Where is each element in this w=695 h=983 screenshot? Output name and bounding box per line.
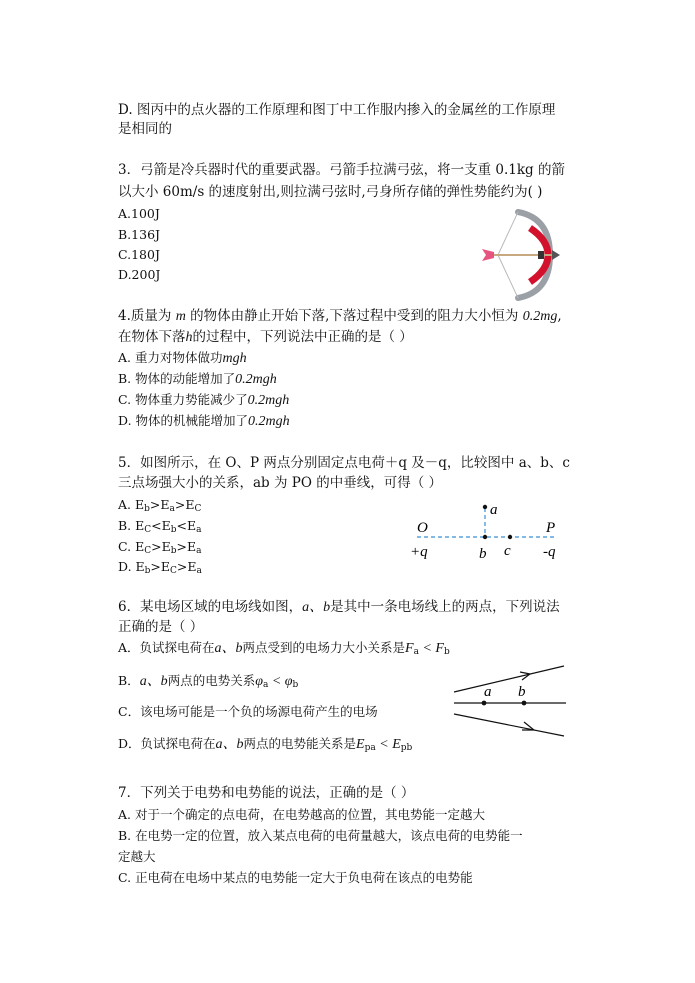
q6-a-text1: A．负试探电荷在 xyxy=(118,640,215,655)
q6-option-a xyxy=(118,639,450,661)
q4-option-d xyxy=(118,412,290,431)
q6-a-ab: a、b xyxy=(214,641,243,656)
q6-stem-line1 xyxy=(118,598,560,617)
q6-a-sub1: a xyxy=(413,647,419,657)
q3-option-d: D.200J xyxy=(118,267,161,282)
q6-stem-part1: 6．某电场区域的电场线如图， xyxy=(118,599,303,615)
q5-label-b: b xyxy=(479,546,487,562)
q5-c-s2: b xyxy=(170,546,177,556)
q6-stem-line2: 正确的是（ ） xyxy=(118,619,204,635)
q5-a-s3: C xyxy=(194,504,202,514)
q5-b-s2: b xyxy=(170,525,177,535)
q5-d-s2: C xyxy=(170,566,177,576)
q7-option-c: C. 正电荷在电场中某点的电势能一定大于负电荷在该点的电势能 xyxy=(118,870,473,885)
q6-stem-ab: a、b xyxy=(302,600,331,615)
q6-d-sub2: pb xyxy=(400,743,413,753)
q5-option-b xyxy=(118,517,202,539)
q6-d-sub1: pa xyxy=(364,743,376,753)
q4-stem-comma: , xyxy=(557,308,562,324)
q5-b-m2: <E xyxy=(176,518,197,533)
q4-stem-part2: 的物体由静止开始下落,下落过程中受到的阻力大小恒为 xyxy=(190,308,519,324)
q5-c-s3: a xyxy=(196,546,202,556)
q4-stem-line1 xyxy=(118,307,562,326)
prev-option-d-line2: 是相同的 xyxy=(118,121,172,137)
q4-option-d-math: 0.2mgh xyxy=(248,414,290,429)
q5-d-m2: >E xyxy=(176,559,197,574)
q4-option-d-text: D. 物体的机械能增加了 xyxy=(118,413,249,428)
q4-option-c-text: C. 物体重力势能减少了 xyxy=(118,392,248,407)
q7-option-a: A. 对于一个确定的点电荷，在电势越高的位置，其电势能一定越大 xyxy=(118,807,485,822)
q5-option-c xyxy=(118,538,201,560)
q6-b-rel: < φ xyxy=(268,674,293,689)
q6-a-sub2: b xyxy=(443,647,450,657)
q4-stem-line2 xyxy=(118,328,413,347)
q6-field-lines-figure xyxy=(450,662,570,738)
q5-c-m2: >E xyxy=(176,539,197,554)
q6-field-line-bottom xyxy=(454,714,564,736)
q5-point-c xyxy=(508,535,512,539)
q6-point-b xyxy=(522,701,527,706)
q6-d-ab: a、b xyxy=(215,737,244,752)
bow-grip-handle xyxy=(538,251,544,259)
q4-option-c-math: 0.2mgh xyxy=(247,393,290,408)
q5-b-s3: a xyxy=(196,525,202,535)
q4-stem-part4: 的过程中，下列说法中正确的是（ ） xyxy=(192,329,413,345)
q4-option-b-math: 0.2mgh xyxy=(235,372,277,387)
q4-option-a-math: mgh xyxy=(222,351,247,366)
q5-a-m2: >E xyxy=(174,497,195,512)
arrow-head xyxy=(552,250,560,260)
q5-label-P: P xyxy=(546,520,556,536)
q5-a-s1: b xyxy=(144,504,150,514)
q7-option-b-line2: 定越大 xyxy=(118,849,156,864)
q5-label-a: a xyxy=(490,502,498,518)
q6-b-text1: B． xyxy=(118,673,140,688)
q3-option-a: A.100J xyxy=(118,206,160,221)
q6-field-line-top xyxy=(454,666,564,692)
bow-arrow-figure xyxy=(478,208,562,302)
q5-b-s1: C xyxy=(144,525,152,535)
q6-d-text2: 两点的电势能关系是 xyxy=(243,736,357,751)
q4-var-m: m xyxy=(175,309,186,324)
q5-a-p: A. E xyxy=(118,497,145,512)
q5-c-m1: >E xyxy=(151,539,171,554)
q6-b-sub1: a xyxy=(262,680,269,690)
q6-b-ab: a、b xyxy=(139,674,168,689)
bow-string-lower xyxy=(498,255,518,298)
q5-b-p: B. E xyxy=(118,518,145,533)
q7-stem: 7．下列关于电势和电势能的说法，正确的是（ ） xyxy=(118,785,415,801)
q5-option-a xyxy=(118,496,201,518)
q6-d-text1: D．负试探电荷在 xyxy=(118,736,216,751)
q6-a-math: F xyxy=(405,641,414,656)
q3-option-c: C.180J xyxy=(118,247,160,262)
q4-stem-part3: 在物体下落 xyxy=(118,329,186,345)
q6-label-b: b xyxy=(518,684,526,700)
q5-c-s1: C xyxy=(144,546,152,556)
q6-d-rel: < E xyxy=(375,737,401,752)
q6-d-math: E xyxy=(356,737,365,752)
q6-label-a: a xyxy=(484,684,492,700)
q6-a-rel: < F xyxy=(418,641,444,656)
q6-b-text2: 两点的电势关系 xyxy=(167,673,256,688)
q5-stem-line1: 5．如图所示，在 O、P 两点分别固定点电荷＋q 及－q，比较图中 a、b、c xyxy=(118,455,570,471)
q7-option-b-line1: B. 在电势一定的位置，放入某点电荷的电荷量越大，该点电荷的电势能一 xyxy=(118,828,523,843)
q6-option-d xyxy=(118,735,412,757)
q4-option-b xyxy=(118,370,277,389)
q3-option-b: B.136J xyxy=(118,227,161,242)
q6-option-c: C．该电场可能是一个负的场源电荷产生的电场 xyxy=(118,704,378,719)
q6-point-a xyxy=(482,701,487,706)
q4-resistance-value: 0.2mg xyxy=(522,309,558,324)
q6-b-math: φ xyxy=(255,674,263,689)
q4-option-c xyxy=(118,391,289,410)
q4-var-h: h xyxy=(185,330,193,345)
q6-option-b xyxy=(118,672,298,694)
arrow-fletching xyxy=(482,249,494,261)
bow-string-upper xyxy=(498,212,518,255)
q3-stem-line1: 3．弓箭是冷兵器时代的重要武器。弓箭手拉满弓弦，将一支重 0.1kg 的箭 xyxy=(118,162,565,178)
q5-b-m1: <E xyxy=(151,518,171,533)
q5-point-a xyxy=(483,505,487,509)
q5-c-p: C. E xyxy=(118,539,145,554)
q5-option-d xyxy=(118,558,202,580)
q5-label-plus-q: +q xyxy=(410,544,428,560)
q5-stem-line2: 三点场强大小的关系，ab 为 PO 的中垂线，可得（ ） xyxy=(118,475,443,491)
q5-a-s2: a xyxy=(169,504,175,514)
q6-a-text2: 两点受到的电场力大小关系是 xyxy=(242,640,406,655)
q5-label-c: c xyxy=(504,543,511,559)
q6-stem-part2: 是其中一条电场线上的两点，下列说法 xyxy=(330,599,560,615)
q3-stem-line2: 以大小 60m/s 的速度射出,则拉满弓弦时,弓身所存储的弹性势能约为( ) xyxy=(118,184,543,200)
q5-label-minus-q: -q xyxy=(543,544,556,560)
q5-d-s3: a xyxy=(196,566,202,576)
q5-label-O: O xyxy=(417,520,428,536)
q5-d-p: D. E xyxy=(118,559,145,574)
q5-charge-figure xyxy=(405,500,575,566)
q4-option-a-text: A. 重力对物体做功 xyxy=(118,350,223,365)
q4-stem-part1: 4.质量为 xyxy=(118,308,172,324)
q6-b-sub2: b xyxy=(292,680,299,690)
q5-a-m1: >E xyxy=(149,497,170,512)
q4-option-a xyxy=(118,349,247,368)
prev-option-d-line1: D. 图丙中的点火器的工作原理和图丁中工作服内掺入的金属丝的工作原理 xyxy=(118,102,556,118)
q4-option-b-text: B. 物体的动能增加了 xyxy=(118,371,236,386)
q5-point-b xyxy=(483,535,487,539)
q5-d-s1: b xyxy=(144,566,151,576)
q5-d-m1: >E xyxy=(150,559,171,574)
